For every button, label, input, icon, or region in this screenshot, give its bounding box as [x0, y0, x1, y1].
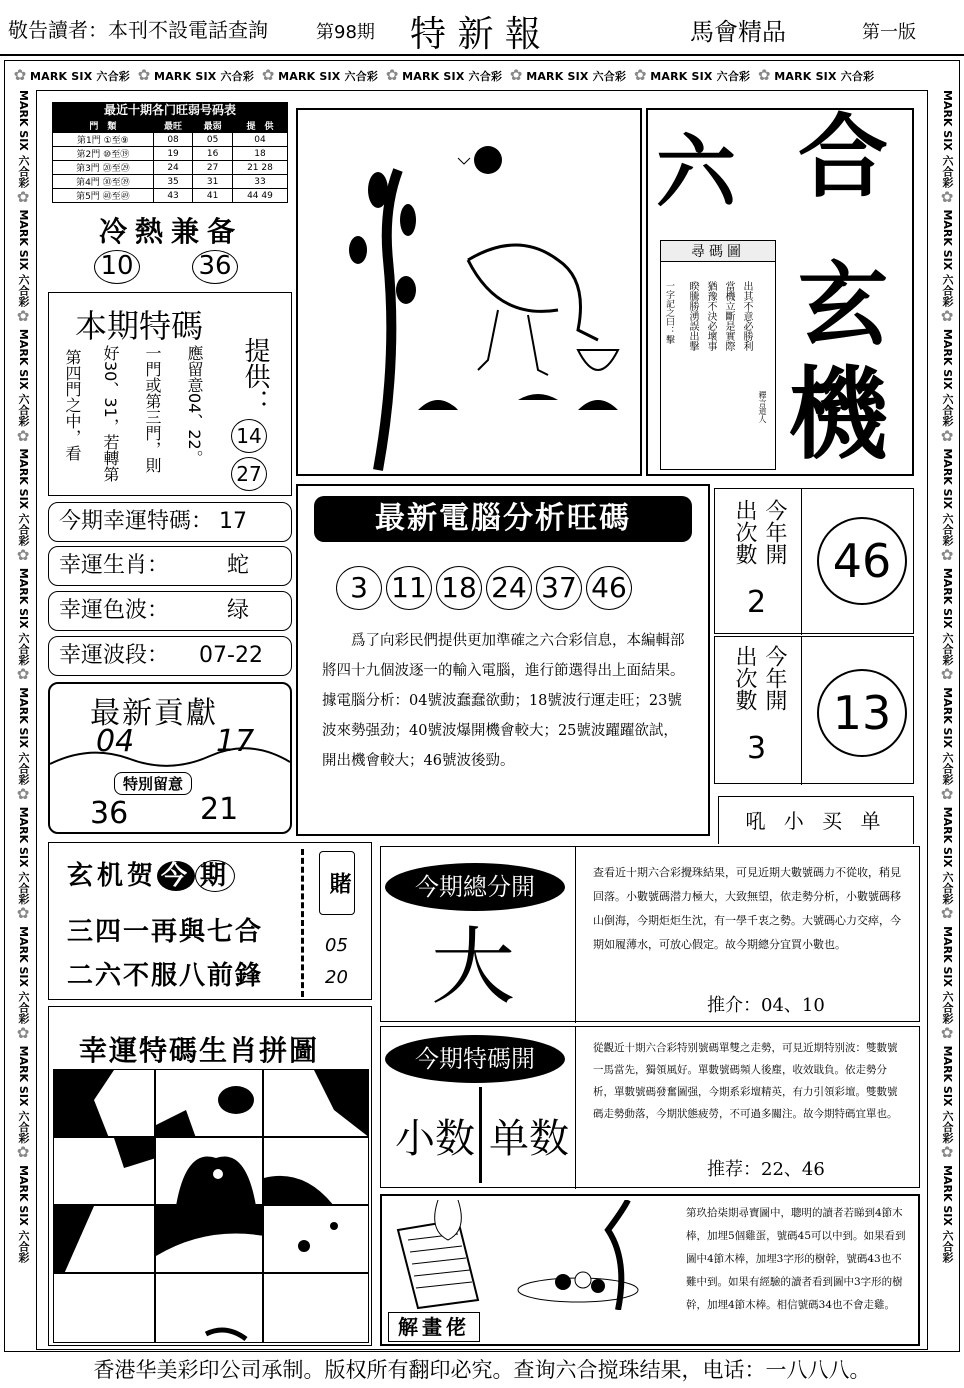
- lucky-zodiac-label: 幸運生肖：: [59, 553, 170, 578]
- puzzle-piece: [263, 1273, 369, 1343]
- special-number-2: 27: [231, 457, 267, 491]
- lucky-zodiac-row: [48, 546, 292, 586]
- tema-label: 今期特碼開: [385, 1035, 565, 1083]
- jiehua-text: 第玖拾柒期尋寶圖中，聰明的讀者若睇到4節木棒，加埋5個雞蛋，號碼45可以中到。如果看到圖中4節木棒，加埋3字形的樹幹，號碼43也不難中到。如果有經驗的讀者看到圖中3字形的樹幹，加埋4節木棒。相信號碼34也不會走雞。: [686, 1207, 906, 1311]
- puzzle-piece: [155, 1069, 263, 1137]
- contrib-number-1: 04: [96, 724, 135, 759]
- computer-number: 24: [486, 566, 532, 610]
- puzzle-piece: [263, 1137, 369, 1205]
- liuhe-char-3: 玄: [798, 252, 888, 358]
- xuanji-line-2: 二六不服八前鋒: [67, 961, 264, 991]
- puzzle-piece: [53, 1273, 155, 1343]
- table-row: 第5門 ㊵至㊾ 43 41 44 49: [53, 189, 288, 203]
- freq-b-count: 3: [747, 731, 767, 766]
- puzzle-title: 幸運特碼生肖拼圖: [79, 1034, 320, 1067]
- special-provide: 提供：: [240, 337, 270, 415]
- hotcold-number-1: 10: [94, 250, 140, 284]
- tema-odd: 单数: [489, 1116, 569, 1162]
- maidan-header: [718, 796, 914, 844]
- puzzle-piece: [155, 1137, 263, 1205]
- table-row: 第1門 ①至⑨ 08 05 04: [53, 133, 288, 147]
- liuhe-char-4: 機: [788, 355, 888, 473]
- computer-analysis-box: [296, 484, 710, 836]
- page-header: [0, 0, 964, 56]
- special-title: 本期特碼: [75, 307, 204, 345]
- contrib-title: 最新貢獻: [90, 696, 218, 731]
- contrib-note: 特別留意: [114, 772, 192, 795]
- liuhe-xuanji-box: [646, 104, 914, 476]
- computer-title: 最新電腦分析旺碼: [314, 496, 692, 542]
- page-number: 第一版: [862, 22, 916, 43]
- scroll-col: 睽騰勝湧誤出擊: [687, 281, 698, 351]
- scroll-col: 當機立斷是實際: [723, 281, 734, 351]
- liuhe-char-2: 合: [798, 104, 888, 210]
- zodiac-puzzle-box: [48, 1006, 372, 1346]
- puzzle-piece: [155, 1273, 263, 1343]
- scroll: [660, 240, 776, 470]
- zongfen-box: [380, 846, 920, 1022]
- puzzle-grid: [53, 1069, 369, 1343]
- freq-a-count: 2: [747, 585, 767, 620]
- puzzle-piece: [263, 1069, 369, 1137]
- scroll-sign: 釋言道人: [758, 391, 767, 423]
- special-text-col4: 應留意04、22。: [185, 345, 204, 466]
- hotcold-title: 冷熱兼备: [98, 215, 243, 248]
- lucky-range-value: 07-22: [199, 643, 263, 668]
- freq-b-label-2: 出次數: [732, 645, 757, 711]
- computer-numbers: [336, 566, 676, 610]
- special-text-col1: 第四門之中，看: [63, 349, 82, 461]
- table-row: 第2門 ⑩至⑲ 19 16 18: [53, 147, 288, 161]
- tema-box: [380, 1026, 920, 1188]
- contrib-number-3: 36: [90, 796, 129, 831]
- contrib-number-4: 21: [200, 792, 239, 827]
- special-code-box: [48, 292, 292, 496]
- zongfen-text: 查看近十期六合彩攪珠結果，可見近期大數號碼力不從收，稍見回落。小數號碼潜力極大，大致無望，依走勢分析，小數號碼移山倒海，今期炬炬生沈，有一學千衷之勢。大號碼心力交瘁，今期如履薄水，可放心假定。故今期總分宜買小數也。: [593, 866, 901, 951]
- lucky-range-row: [48, 636, 292, 676]
- table-row: 第3門 ⑳至㉙ 24 27 21 28: [53, 161, 288, 175]
- puzzle-piece: [53, 1069, 155, 1137]
- hot-cold-table: [52, 102, 288, 203]
- scroll-label: 尋碼圖: [661, 241, 775, 262]
- jiehua-label: 解畫佬: [388, 1312, 480, 1342]
- puzzle-piece: [53, 1205, 155, 1273]
- freq-a-label-1: 今年開: [762, 499, 787, 565]
- table-header: 最旺: [153, 119, 193, 133]
- xuanji-side-number-1: 05: [325, 935, 348, 956]
- computer-number: 46: [586, 566, 632, 610]
- table-title: 最近十期各门旺弱号码表: [52, 102, 288, 118]
- lucky-code-label: 今期幸運特碼：: [59, 509, 214, 534]
- page-footer: 香港华美彩印公司承制。版权所有翻印必究。查询六合搅珠结果，电话：一八八八。: [93, 1358, 871, 1382]
- issue-number: 第98期: [316, 22, 375, 43]
- special-number-1: 14: [231, 419, 267, 453]
- lucky-color-value: 绿: [227, 598, 250, 623]
- contrib-number-2: 17: [216, 724, 255, 759]
- tema-small: 小数: [395, 1116, 475, 1162]
- xuanji-box: [48, 842, 372, 1000]
- puzzle-piece: [263, 1205, 369, 1273]
- wave-divider: [50, 744, 290, 774]
- special-text-col3: 一門或第三門，則: [143, 345, 162, 473]
- lucky-zodiac-value: 蛇: [227, 553, 250, 578]
- computer-number: 11: [386, 566, 432, 610]
- crane-picture: [298, 110, 640, 474]
- lucky-code-row: [48, 502, 292, 542]
- freq-b-number: 13: [817, 669, 907, 757]
- tema-text: 從觀近十期六合彩特别號碼單雙之走勢，可見近期特别波：雙數號一馬當先，獨領風好。單數號碼頻人後塵，收效戢負。依走勢分析，單數號碼發奮圖强，今期系彩壇精英，有力引領彩壇。雙數號碼走勢動落，今期狀態疲勞，不可過多關注。故今期特碼宜單也。: [593, 1042, 898, 1120]
- jiehua-picture: [388, 1200, 678, 1310]
- tema-recommend: 推荐：22、46: [707, 1159, 825, 1180]
- table-header: 門 類: [53, 119, 154, 133]
- zongfen-big: 大: [431, 918, 516, 1016]
- table-row: 第4門 ㉚至㊴ 35 31 33: [53, 175, 288, 189]
- frequency-box-a: [714, 488, 914, 634]
- zongfen-label: 今期總分開: [385, 863, 565, 911]
- computer-number: 37: [536, 566, 582, 610]
- xuanji-side-number-2: 20: [325, 967, 348, 988]
- lucky-color-row: [48, 591, 292, 631]
- xuanji-line-1: 三四一再與七合: [67, 917, 264, 947]
- hotcold-number-2: 36: [192, 250, 238, 284]
- lucky-range-label: 幸運波段：: [59, 643, 170, 668]
- computer-number: 18: [436, 566, 482, 610]
- xuanji-title-b: 今: [157, 861, 195, 891]
- scroll-col: 一字記之曰：擊: [664, 281, 674, 344]
- header-brand: 馬會精品: [690, 18, 786, 46]
- crane-illustration: [296, 108, 642, 476]
- xuanji-divider: [301, 849, 304, 997]
- liuhe-char-1: 六: [656, 125, 736, 219]
- header-notice: 敬告讀者：本刊不設電話查詢: [8, 18, 268, 42]
- lucky-color-label: 幸運色波：: [59, 598, 170, 623]
- table-header: 最弱: [193, 119, 233, 133]
- contribution-box: [48, 682, 292, 834]
- xuanji-title-c: 期: [195, 860, 235, 892]
- jiehua-box: [380, 1194, 920, 1346]
- freq-b-label-1: 今年開: [762, 645, 787, 711]
- table-header: 提 供: [232, 119, 287, 133]
- frequency-box-b: [714, 636, 914, 784]
- marksix-left-strip: MARK SIX 六合彩✿ MARK SIX 六合彩✿ MARK SIX 六合彩✿ MARK SIX 六合彩✿ MARK SIX 六合彩✿ MARK SIX 六合彩✿ MARK SIX 六合彩✿ MARK SIX 六合彩✿ MARK SIX 六合彩✿ MARK SIX 六合彩: [14, 90, 32, 1263]
- number-table: [52, 118, 288, 203]
- marksix-top-strip: ✿ MARK SIX 六合彩 ✿ MARK SIX 六合彩 ✿ MARK SIX 六合彩 ✿ MARK SIX 六合彩 ✿ MARK SIX 六合彩 ✿ MARK SIX 六合彩 ✿ MARK SIX 六合彩: [13, 66, 875, 84]
- xuanji-title-a: 玄机贺: [67, 861, 158, 891]
- special-text-col2: 好30、31，若轉第: [101, 345, 120, 482]
- freq-a-label-2: 出次數: [732, 499, 757, 565]
- computer-number: 3: [336, 566, 382, 610]
- lucky-code-value: 17: [219, 509, 248, 534]
- puzzle-piece: [155, 1205, 263, 1273]
- puzzle-piece: [53, 1137, 155, 1205]
- computer-text: 爲了向彩民們提供更加準確之六合彩信息，本編輯部將四十九個波逐一的輸入電腦，進行節選得出上面結果。據電腦分析：04號波蠢蠢欲動；18號波行運走旺；23號波來勢强劲；40號波爆開機會較大；25號波躍躍欲試，開出機會較大；46號波後勁。: [322, 633, 685, 769]
- scroll-col: 出其不意必勝利: [741, 281, 752, 351]
- scroll-col: 猶豫不決必壞事: [705, 281, 716, 351]
- paper-title: 特 新 報: [410, 14, 541, 55]
- freq-a-number: 46: [817, 517, 907, 605]
- marksix-right-strip: MARK SIX 六合彩✿ MARK SIX 六合彩✿ MARK SIX 六合彩✿ MARK SIX 六合彩✿ MARK SIX 六合彩✿ MARK SIX 六合彩✿ MARK SIX 六合彩✿ MARK SIX 六合彩✿ MARK SIX 六合彩✿ MARK SIX 六合彩: [938, 90, 956, 1263]
- zongfen-recommend: 推介：04、10: [707, 995, 825, 1016]
- xuanji-side-label: 賭: [319, 851, 355, 915]
- maidan-title: 吼 小 买 单: [745, 809, 887, 833]
